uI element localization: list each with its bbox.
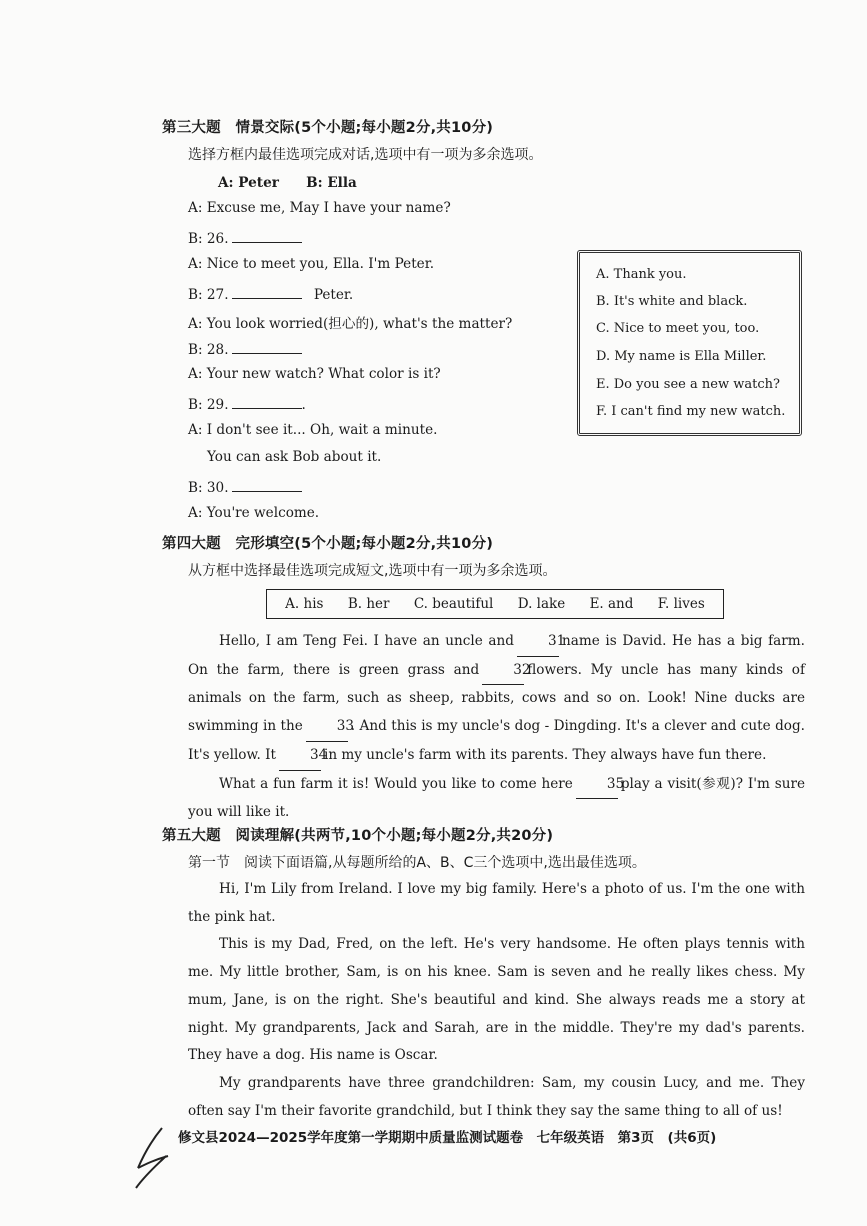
cloze-blank-31[interactable]: 31 [517, 628, 559, 657]
dialog-line: B: 30. [188, 477, 302, 496]
word-option: E. and [589, 596, 634, 612]
dialog-line: B: 29. . [188, 394, 306, 413]
page-footer: 修文县2024—2025学年度第一学期期中质量监测试题卷 七年级英语 第3页 (共6页) [178, 1130, 717, 1146]
reading-passage [188, 876, 805, 1125]
word-option: A. his [285, 596, 324, 612]
option-f: F. I can't find my new watch. [596, 404, 786, 419]
word-option: F. lives [657, 596, 705, 612]
section5-title: 第五大题 阅读理解(共两节,10个小题;每小题2分,共20分) [162, 828, 554, 844]
answer-blank-29[interactable] [232, 394, 302, 409]
dialog-line: A: Nice to meet you, Ella. I'm Peter. [188, 256, 435, 272]
word-bank-box [266, 589, 724, 619]
word-option: C. beautiful [413, 596, 494, 612]
options-box [577, 250, 802, 436]
dialog-line: A: You look worried(担心的), what's the matter? [188, 316, 513, 332]
dialog-line: A: I don't see it... Oh, wait a minute. [188, 422, 438, 438]
reading-paragraph: This is my Dad, Fred, on the left. He's very handsome. He often plays tennis with me. My little brother, Sam, is on his knee. Sam is seven and he really likes chess. My mum, Jane, is on the right. She's beautiful and kind. She always reads me a story at night. My grandparents, Jack and Sarah, are in the middle. They're my dad's parents. They have a dog. His name is Oscar. [188, 936, 805, 1064]
section3-title: 第三大题 情景交际(5个小题;每小题2分,共10分) [162, 120, 494, 136]
cloze-blank-33[interactable]: 33 [306, 713, 348, 742]
section3-roles: A: Peter B: Ella [218, 175, 357, 191]
answer-blank-26[interactable] [232, 228, 302, 243]
answer-blank-27[interactable] [232, 284, 302, 299]
cloze-blank-34[interactable]: 34 [279, 742, 321, 771]
reading-paragraph: Hi, I'm Lily from Ireland. I love my big family. Here's a photo of us. I'm the one with the pink hat. [188, 881, 805, 925]
dialog-line: B: 28. [188, 339, 302, 358]
dialog-line: A: You're welcome. [188, 505, 320, 521]
section4-instruction: 从方框中选择最佳选项完成短文,选项中有一项为多余选项。 [188, 563, 557, 579]
word-option: D. lake [517, 596, 566, 612]
word-option: B. her [347, 596, 390, 612]
section4-title: 第四大题 完形填空(5个小题;每小题2分,共10分) [162, 536, 494, 552]
dialog-line: A: Excuse me, May I have your name? [188, 200, 451, 216]
cloze-blank-35[interactable]: 35 [576, 771, 618, 800]
cloze-passage [188, 628, 805, 827]
cloze-paragraph-2: What a fun farm it is! Would you like to come here 35play a visit(参观)? I'm sure you will like it. [188, 771, 805, 827]
option-b: B. It's white and black. [596, 294, 748, 309]
cloze-blank-32[interactable]: 32 [482, 657, 524, 686]
answer-blank-28[interactable] [232, 339, 302, 354]
dialog-line: B: 27. Peter. [188, 284, 353, 303]
answer-blank-30[interactable] [232, 477, 302, 492]
reading-paragraph: My grandparents have three grandchildren: Sam, my cousin Lucy, and me. They often say I'm their favorite grandchild, but I think they say the same thing to all of us! [188, 1074, 805, 1119]
dialog-line: B: 26. [188, 228, 302, 247]
option-c: C. Nice to meet you, too. [596, 321, 760, 336]
option-a: A. Thank you. [596, 267, 687, 282]
dialog-line: You can ask Bob about it. [207, 449, 382, 465]
dialog-line: A: Your new watch? What color is it? [188, 366, 441, 382]
section3-instruction: 选择方框内最佳选项完成对话,选项中有一项为多余选项。 [188, 147, 543, 163]
option-d: D. My name is Ella Miller. [596, 349, 767, 364]
cloze-paragraph-1: Hello, I am Teng Fei. I have an uncle and 31name is David. He has a big farm. On the farm, there is green grass and 32flowers. My uncle has many kinds of animals on the farm, such as sheep, rabbits, cows and so on. Look! Nine ducks are swimming in the 33. And this is my uncle's dog - Dingding. It's a clever and cute dog. It's yellow. It 34in my uncle's farm with its parents. They always have fun there. [188, 628, 805, 771]
section5-part1-instruction: 第一节 阅读下面语篇,从每题所给的A、B、C三个选项中,选出最佳选项。 [188, 855, 646, 871]
option-e: E. Do you see a new watch? [596, 377, 780, 392]
pen-scribble-icon [132, 1120, 182, 1192]
